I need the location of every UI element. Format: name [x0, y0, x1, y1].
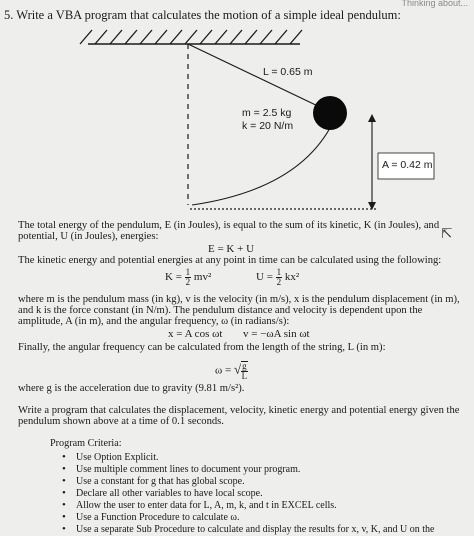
question-title: 5. Write a VBA program that calculates the motion of a simple ideal pendulum:: [4, 8, 401, 22]
equation-kinetic-energy: [165, 268, 211, 287]
equation-potential-energy: [256, 268, 299, 287]
paragraph-task-line2: pendulum shown above at a time of 0.1 seconds.: [18, 416, 224, 427]
potential-rhs: kx²: [284, 271, 300, 284]
amplitude-label: A = 0.42 m: [382, 159, 433, 171]
list-item: • Use a separate Sub Procedure to calculate and display the results for x, v, K, and U on the: [62, 523, 434, 535]
potential-fraction: $\frac{1}{2}$: [276, 267, 282, 287]
list-item: • Use multiple comment lines to document your program.: [62, 463, 434, 475]
paragraph-definitions-line3: amplitude, A (in m), and the angular frequency, ω (in radians/s):: [18, 316, 290, 327]
list-item: • Declare all other variables to have local scope.: [62, 487, 434, 499]
sqrt-icon: √: [233, 361, 242, 377]
mass-label: m = 2.5 kg: [242, 107, 292, 119]
paragraph-definitions-line1: where m is the pendulum mass (in kg), v is the velocity (in m/s), x is the pendulum displacement (in m),: [18, 294, 460, 305]
cropped-corner-text: Thinking about...: [401, 0, 468, 8]
cursor-icon: ⇱: [441, 227, 453, 242]
pendulum-bob: [313, 96, 347, 130]
ceiling-hatching: [80, 30, 302, 44]
paragraph-energy-line2: potential, U (in Joules), energies:: [18, 231, 159, 242]
paragraph-definitions-line2: and k is the force constant (in N/m). The pendulum distance and velocity is dependent upon the: [18, 305, 423, 316]
list-item: • Use Option Explicit.: [62, 451, 434, 463]
spring-constant-label: k = 20 N/m: [242, 120, 294, 132]
list-item: • Use a constant for g that has global scope.: [62, 475, 434, 487]
kinetic-rhs: mv²: [193, 271, 212, 284]
potential-lhs: U =: [256, 271, 273, 284]
swing-arc: [192, 128, 330, 205]
paragraph-task-line1: Write a program that calculates the displacement, velocity, kinetic energy and potential energy given the: [18, 405, 460, 416]
length-label: L = 0.65 m: [263, 66, 313, 78]
amplitude-arrow-head-top: [368, 114, 376, 122]
equation-omega: [215, 361, 248, 381]
criteria-list: [62, 451, 434, 535]
list-item: • Use a Function Procedure to calculate ω.: [62, 511, 434, 523]
equation-velocity: v = −ωA sin ωt: [243, 328, 310, 340]
paragraph-kinetic-potential: The kinetic energy and potential energies at any point in time can be calculated using the following:: [18, 255, 442, 266]
list-item: • Allow the user to enter data for L, A, m, k, and t in EXCEL cells.: [62, 499, 434, 511]
paragraph-energy-line1: The total energy of the pendulum, E (in Joules), is equal to the sum of its kinetic, K (in Joules), and: [18, 220, 440, 231]
pendulum-diagram: [0, 0, 474, 220]
criteria-title: Program Criteria:: [50, 438, 122, 449]
equation-total-energy: E = K + U: [208, 243, 255, 255]
paragraph-angular-frequency: Finally, the angular frequency can be calculated from the length of the string, L (in m):: [18, 342, 386, 353]
kinetic-fraction: $\frac{1}{2}$: [185, 267, 191, 287]
omega-lhs: ω =: [215, 364, 232, 377]
kinetic-lhs: K =: [165, 271, 182, 284]
omega-fraction: $\frac{g}{L}$: [241, 361, 248, 381]
paragraph-gravity: where g is the acceleration due to gravity (9.81 m/s²).: [18, 383, 245, 394]
equation-displacement: x = A cos ωt: [168, 328, 223, 340]
